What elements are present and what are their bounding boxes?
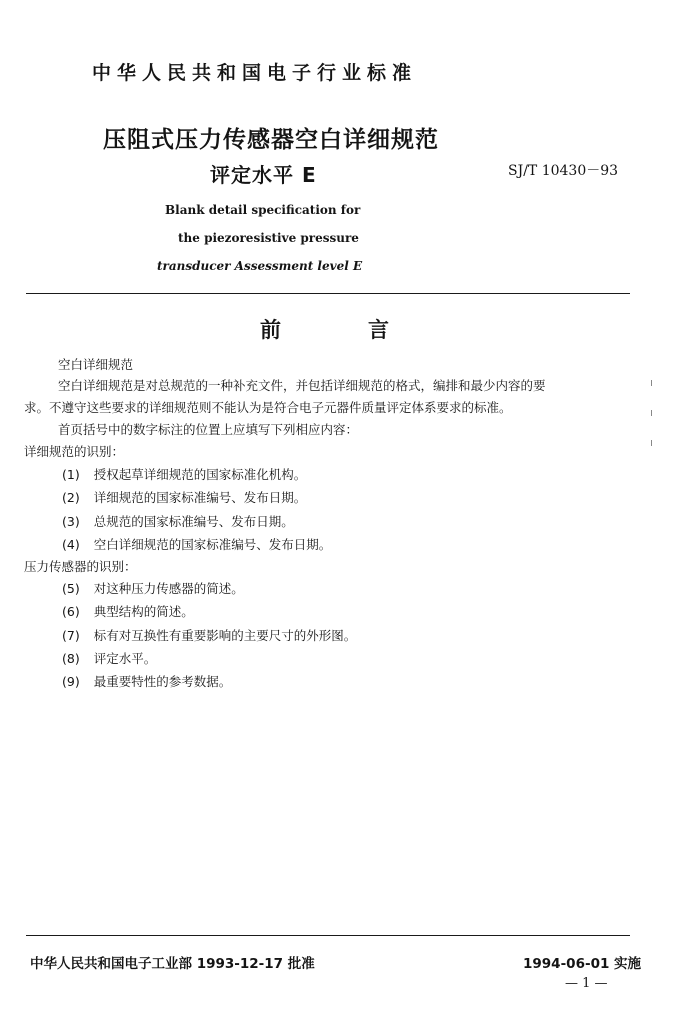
item-text: 典型结构的简述。 <box>93 604 194 619</box>
scan-mark <box>651 440 652 446</box>
item-number: (9) <box>62 674 80 689</box>
scan-mark <box>651 380 652 386</box>
scan-mark <box>651 410 652 416</box>
title-cn-line1: 压阻式压力传感器空白详细规范 <box>103 127 439 153</box>
list-item <box>62 649 156 669</box>
list-item <box>62 535 331 555</box>
title-en-line2: the piezoresistive pressure <box>178 231 359 245</box>
list-item <box>62 488 306 508</box>
section-2-title: 压力传感器的识别： <box>24 559 137 574</box>
item-number: (1) <box>62 467 80 482</box>
item-text: 对这种压力传感器的简述。 <box>93 581 244 596</box>
item-text: 详细规范的国家标准编号、发布日期。 <box>93 490 307 505</box>
item-number: (6) <box>62 604 80 619</box>
item-text: 空白详细规范的国家标准编号、发布日期。 <box>93 537 332 552</box>
item-text: 总规范的国家标准编号、发布日期。 <box>93 514 294 529</box>
list-item <box>62 512 294 532</box>
standard-number: SJ/T 10430－93 <box>508 163 619 179</box>
title-en-line1: Blank detail specification for <box>165 203 361 217</box>
paragraph-2-line2: 求。不遵守这些要求的详细规范则不能认为是符合电子元器件质量评定体系要求的标准。 <box>24 400 512 415</box>
list-item <box>62 579 244 599</box>
item-text: 评定水平。 <box>93 651 157 666</box>
top-divider <box>26 293 630 294</box>
section-1-title: 详细规范的识别： <box>24 444 125 459</box>
item-number: (2) <box>62 490 80 505</box>
list-item <box>62 602 194 622</box>
ministry-header: 中华人民共和国电子行业标准 <box>92 62 418 84</box>
foreword-heading-right: 言 <box>368 318 389 342</box>
effective-date: 1994-06-01 实施 <box>523 956 642 972</box>
foreword-heading-left: 前 <box>260 318 281 342</box>
item-number: (8) <box>62 651 80 666</box>
item-number: (7) <box>62 628 80 643</box>
list-item <box>62 672 231 692</box>
paragraph-1: 空白详细规范 <box>58 357 134 372</box>
paragraph-2-line1: 空白详细规范是对总规范的一种补充文件，并包括详细规范的格式，编排和最少内容的要 <box>58 378 546 393</box>
bottom-divider <box>26 935 630 936</box>
item-number: (4) <box>62 537 80 552</box>
item-text: 标有对互换性有重要影响的主要尺寸的外形图。 <box>93 628 357 643</box>
list-item <box>62 465 306 485</box>
item-number: (5) <box>62 581 80 596</box>
list-item <box>62 626 356 646</box>
title-en-line3: transducer Assessment level E <box>157 259 363 273</box>
approval-line: 中华人民共和国电子工业部 1993-12-17 批准 <box>30 956 315 972</box>
page-number: — 1 — <box>565 976 608 991</box>
item-text: 最重要特性的参考数据。 <box>93 674 232 689</box>
item-text: 授权起草详细规范的国家标准化机构。 <box>93 467 307 482</box>
title-cn-line2: 评定水平 E <box>210 163 317 187</box>
paragraph-3: 首页括号中的数字标注的位置上应填写下列相应内容： <box>58 422 359 437</box>
item-number: (3) <box>62 514 80 529</box>
